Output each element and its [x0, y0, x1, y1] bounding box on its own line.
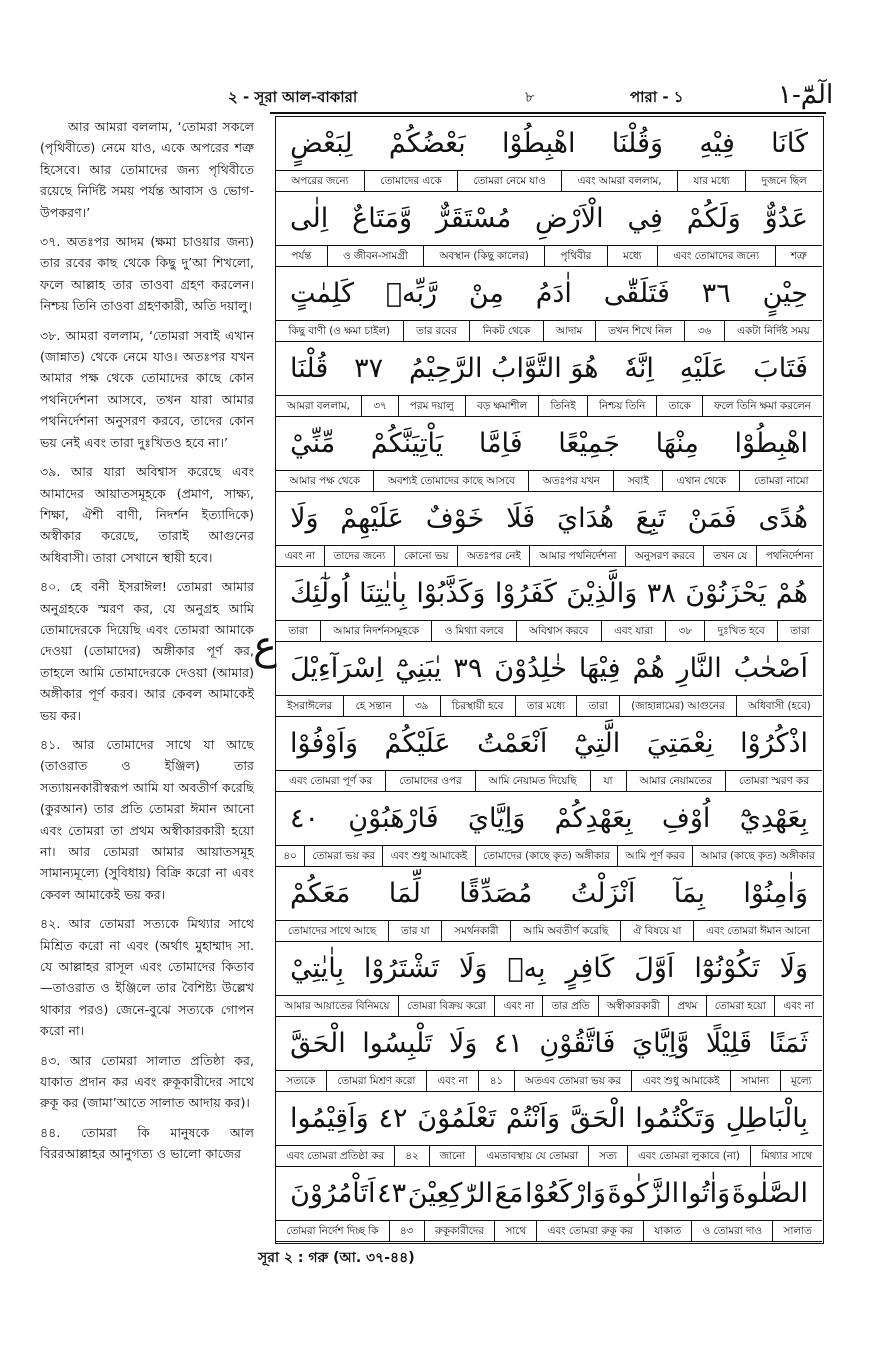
gloss-cell: অধিবাসী (হবে) [736, 696, 822, 716]
arabic-word: اَصْحٰبُ [733, 653, 808, 684]
arabic-word: وَاٰتُوا [680, 1178, 731, 1209]
arabic-word: نِعْمَتِيَ [646, 728, 714, 759]
gloss-cell: এবং তোমরা লুকাবে (না) [627, 1146, 750, 1166]
arabic-word: وَتَكْتُمُوا [635, 1103, 716, 1134]
arabic-line [276, 642, 822, 695]
gloss-cell: এবং না [494, 996, 542, 1016]
page-header [0, 80, 870, 116]
verse-row [276, 267, 822, 342]
gloss-line [276, 395, 822, 417]
gloss-cell: এবং শুধু আমাকেই [382, 846, 474, 866]
gloss-cell: এমতাবস্থায় যে তোমরা [475, 1146, 588, 1166]
arabic-word: كَلِمٰتٍ [290, 278, 354, 309]
gloss-cell: যাকাত [643, 1221, 691, 1241]
arabic-word: مَعَ [494, 1178, 524, 1209]
arabic-word: فِيْهَا [578, 653, 621, 684]
arabic-word: الصَّلٰوةَ [731, 1178, 808, 1209]
arabic-word: فَلَا [506, 503, 536, 534]
gloss-cell: অপরের জন্যে [291, 175, 349, 187]
gloss-cell: অতঃপর যখন [528, 471, 613, 491]
arabic-word: هُمْ [775, 578, 808, 609]
gloss-cell: ৪২ [394, 1146, 429, 1166]
gloss-cell: তোমরা ভয় কর [304, 846, 382, 866]
gloss-cell: ৩৭ [361, 396, 398, 416]
gloss-cell: তার মধ্যে [515, 696, 577, 716]
gloss-line [276, 1070, 822, 1092]
word-by-word-frame [275, 116, 824, 1244]
arabic-word: الْحَقَّ [290, 1028, 346, 1059]
verse-row [276, 417, 822, 492]
gloss-cell: এখান থেকে [662, 471, 739, 491]
gloss-cell: একটা নির্দিষ্ট সময় [724, 321, 822, 341]
gloss-cell: মিথ্যার সাথে [750, 1146, 822, 1166]
verse-row [276, 867, 822, 942]
gloss-cell: তোমাদের ওপর [385, 771, 474, 791]
gloss-cell: তোমরা স্মরণ কর [725, 771, 822, 791]
gloss-cell: রুকূকারীদের [424, 1221, 495, 1241]
gloss-line [276, 170, 822, 192]
arabic-word: تَلْبِسُوا [362, 1028, 433, 1059]
gloss-line [276, 1220, 822, 1242]
gloss-cell: সামান্য [730, 1071, 780, 1091]
verse-row [276, 117, 822, 192]
arabic-word: اُولٰٓئِكَ [290, 578, 350, 609]
arabic-word: ٤١ [493, 1028, 523, 1059]
gloss-cell: তারা [576, 696, 619, 716]
gloss-cell: অতএব তোমরা ভয় কর [514, 1071, 632, 1091]
arabic-word: بِاٰيٰتِيْ [290, 953, 344, 984]
verse-row [276, 792, 822, 867]
juz-name: الٓمّٓ-١ [778, 80, 834, 110]
gloss-cell: কোনো ভয় [394, 546, 457, 566]
arabic-word: وَّمَتَاعٌ [352, 203, 413, 234]
gloss-cell: এবং তোমরা রুকূ কর [536, 1221, 643, 1241]
arabic-line [276, 1092, 822, 1145]
arabic-word: بِالْبَاطِلِ [725, 1103, 808, 1134]
arabic-word: اَنْعَمْتُ [477, 728, 548, 759]
arabic-word: بِاٰيٰتِنَا [359, 578, 407, 609]
gloss-cell: আমার নিদর্শনসমূহকে [320, 621, 431, 641]
arabic-word: يٰبَنِيْٓ [395, 653, 442, 684]
arabic-word: بِهٖ [507, 953, 546, 984]
arabic-word: عَلَيْكُمْ [384, 728, 451, 759]
arabic-line [276, 492, 822, 545]
arabic-word: الْحَقَّ [569, 1103, 626, 1134]
arabic-word: قُلْنَا [290, 353, 329, 384]
arabic-word: ٣٩ [453, 653, 483, 684]
arabic-word: خٰلِدُوْنَ [494, 653, 567, 684]
gloss-cell: তোমরা মিশ্রণ করো [326, 1071, 426, 1091]
gloss-cell: অতঃপর নেই [457, 546, 529, 566]
arabic-word: اِلٰى [290, 203, 329, 234]
arabic-word: وَاَوْفُوْا [290, 728, 358, 759]
gloss-cell: তোমরা নেমে যাও [457, 171, 561, 191]
gloss-cell: অবিশ্বাস করবে [516, 621, 601, 641]
arabic-word: اَتَاْمُرُوْنَ [290, 1178, 376, 1209]
gloss-cell: তার প্রতি [542, 996, 597, 1016]
ruku-marker: ع [253, 623, 277, 669]
gloss-cell: তোমরা হয়ো [706, 996, 775, 1016]
verse-row [276, 1092, 822, 1167]
arabic-word: تَكُوْنُوْٓا [694, 953, 760, 984]
arabic-line [276, 1167, 822, 1220]
gloss-cell: সত্যকে [286, 1075, 316, 1087]
arabic-word: بِمَآ [673, 878, 706, 909]
arabic-word: بَعْضُكُمْ [388, 128, 466, 159]
gloss-cell: পথনির্দেশনা [756, 546, 822, 566]
gloss-cell: আমি নেয়ামত দিয়েছি [475, 771, 590, 791]
arabic-word: وَاَقِيْمُوا [290, 1103, 369, 1134]
arabic-word: فَتَابَ [753, 353, 808, 384]
arabic-word: فَتَلَقّٰى [603, 278, 670, 309]
gloss-cell: আমার আয়াতের বিনিময়ে [284, 1000, 390, 1012]
gloss-cell: অস্বীকারকারী [598, 996, 668, 1016]
gloss-cell: সাথে [494, 1221, 536, 1241]
arabic-word: لِبَعْضٍ [290, 128, 353, 159]
arabic-line [276, 267, 822, 320]
gloss-cell: শত্রু [775, 246, 823, 266]
arabic-word: مُسْتَقَرٌّ [435, 203, 512, 234]
gloss-cell: মূল্যে [780, 1071, 822, 1091]
arabic-word: اذْكُرُوْا [740, 728, 808, 759]
arabic-line [276, 867, 822, 920]
arabic-word: هُوَ التَّوَّابُ الرَّحِيْمُ [409, 353, 599, 384]
verse-row [276, 1167, 822, 1242]
gloss-cell: দুঃখিত হবে [704, 621, 777, 641]
gloss-cell: এবং তোমরা ঈমান আনো [693, 921, 822, 941]
arabic-word: الزَّكٰوةَ [607, 1178, 680, 1209]
translation-paragraph: ৪০. হে বনী ইসরাঈল! তোমরা আমার অনুগ্রহকে স্মরণ কর, যে অনুগ্রহ আমি তোমাদেরকে দিয়েছি এবং তোমরা আমাকে দেওয়া (তোমাদের) অঙ্গীকার পূর্ণ কর, তাহলে আমি তোমাদেরকে দেওয়া (আমার) অঙ্গীকার পূর্ণ করব। আর কেবল আমাকেই ভয় কর। [40, 579, 254, 723]
gloss-cell: পরম দয়ালু [398, 396, 465, 416]
arabic-word: ٤٠ [290, 803, 320, 834]
verse-row [276, 1017, 822, 1092]
gloss-cell: কিছু বাণী (ও ক্ষমা চাইল) [288, 325, 391, 337]
verse-row [276, 492, 822, 567]
gloss-cell: তারা [288, 625, 308, 637]
gloss-cell: আমার (কাছে কৃত) অঙ্গীকার [692, 846, 822, 866]
gloss-cell: তার রবের [403, 321, 470, 341]
gloss-cell: তোমাদের একে [364, 171, 457, 191]
verse-row [276, 717, 822, 792]
gloss-cell: ৩৮ [665, 621, 704, 641]
arabic-word: وَاِيَّايَ [467, 803, 526, 834]
arabic-word: ٤٣ [377, 1178, 407, 1209]
gloss-cell: সবাই [613, 471, 662, 491]
translation-paragraph: ৪৪. তোমরা কি মানুষকে আল বিররআল্লাহর আনুগত্য ও ভালো কাজের [40, 1124, 254, 1162]
arabic-word: ٣٦ [701, 278, 731, 309]
translation-paragraph: আর আমরা বললাম, ‘তোমরা সকলে (পৃথিবীতে) নেমে যাও, একে অপরের শত্রু হিসেবে। আর তোমাদের জন্য পৃথিবীতে রয়েছে নির্দিষ্ট সময় পর্যন্ত আবাস ও ভোগ-উপকরণ।’ [40, 119, 254, 220]
arabic-word: حِيْنٍ [762, 278, 808, 309]
gloss-cell: এবং তোমাদের জন্যে [657, 246, 775, 266]
arabic-word: كَفَرُوْا [494, 578, 557, 609]
gloss-cell: (জাহান্নামের) আগুনের [619, 696, 736, 716]
gloss-cell: সত্য [588, 1146, 627, 1166]
arabic-word: يَحْزَنُوْنَ [685, 578, 767, 609]
arabic-word: فِيْهِ [699, 128, 735, 159]
gloss-cell: তোমরা নামো [739, 471, 822, 491]
gloss-cell: তোমাদের সাথে আছে [287, 925, 377, 937]
arabic-word: خَوْفٌ [425, 503, 485, 534]
arabic-word: هُمْ [632, 653, 665, 684]
gloss-cell: পর্যন্ত [291, 250, 312, 262]
arabic-word: ٣٨ [646, 578, 676, 609]
arabic-word: فَمَنْ [687, 503, 737, 534]
gloss-line [276, 620, 822, 642]
arabic-word: وَالَّذِيْنَ [566, 578, 638, 609]
arabic-word: وَاٰمِنُوْا [743, 878, 808, 909]
arabic-word: تَبِعَ [635, 503, 666, 534]
verse-row [276, 192, 822, 267]
gloss-cell: সালাত [772, 1221, 822, 1241]
gloss-cell: নিকট থেকে [469, 321, 542, 341]
gloss-cell: এবং না [426, 1071, 478, 1091]
verse-row [276, 567, 822, 642]
gloss-cell: নিশ্চয় তিনি [587, 396, 657, 416]
gloss-cell: এবং তোমরা পূর্ণ কর [289, 775, 373, 787]
gloss-cell: আমার পক্ষ থেকে [289, 475, 360, 487]
arabic-word: فَارْهَبُوْنِ [348, 803, 439, 834]
gloss-cell: তারা [777, 621, 822, 641]
arabic-word: كَافِرٍ [565, 953, 615, 984]
arabic-line [276, 1017, 822, 1070]
gloss-cell: ঐ বিষয়ে যা [620, 921, 693, 941]
verse-row [276, 942, 822, 1017]
translation-paragraph: ৩৮. আমরা বললাম, ‘তোমরা সবাই এখান (জান্নাত) থেকে নেমে যাও। অতঃপর যখন আমার পক্ষ থেকে তোমাদের কাছে কোন পথনির্দেশনা আসবে, তখন যারা আমার পথনির্দেশনা অনুসরণ করবে, তাদের কোন ভয় নেই এবং তারা দুঃখিতও হবে না।’ [40, 327, 254, 450]
gloss-cell: ৪৩ [389, 1221, 424, 1241]
arabic-word: بِعَهْدِكُمْ [554, 803, 633, 834]
gloss-cell: তোমরা নির্দেশ দিচ্ছ কি [286, 1225, 379, 1237]
gloss-cell: এবং না [774, 996, 822, 1016]
gloss-cell: অবশ্যই তোমাদের কাছে আসবে [373, 471, 528, 491]
gloss-cell: অবস্থান (কিছু কালের) [423, 246, 544, 266]
arabic-word: وَقُلْنَا [611, 128, 664, 159]
arabic-word: قَلِيْلًا [705, 1028, 752, 1059]
arabic-word: بِعَهْدِيْٓ [739, 803, 808, 834]
arabic-word: يَاْتِيَنَّكُمْ [370, 428, 444, 459]
gloss-cell: ও মিথ্যা বলবে [431, 621, 515, 641]
page-footer: সূরা ২ : গরু (আ. ৩৭-৪৪) [258, 1250, 415, 1266]
arabic-line [276, 117, 822, 170]
arabic-word: مَعَكُمْ [290, 878, 351, 909]
arabic-word: لِّمَا [388, 878, 421, 909]
gloss-line [276, 470, 822, 492]
gloss-cell: প্রথম [668, 996, 706, 1016]
gloss-cell: তিনিই [538, 396, 586, 416]
gloss-cell: তোমরা বিক্রয় করো [398, 996, 495, 1016]
translation-paragraph: ৩৭. অতঃপর আদম (ক্ষমা চাওয়ার জন্য) তার রবের কাছ থেকে কিছু দু’আ শিখলো, ফলে আল্লাহ তার তাওবা গ্রহণ করলেন। নিশ্চয় তিনি তাওবা গ্রহণকারী, অতি দয়ালু। [40, 234, 254, 314]
arabic-line [276, 342, 822, 395]
arabic-word: كَانَا [771, 128, 808, 159]
arabic-word: وَلَا [779, 953, 808, 984]
gloss-cell: আদাম [543, 321, 595, 341]
gloss-line [276, 995, 822, 1017]
arabic-word: تَعْلَمُوْنَ [417, 1103, 497, 1134]
arabic-word: وَارْكَعُوْا [525, 1178, 606, 1209]
gloss-cell: ৩৯ [403, 696, 440, 716]
gloss-cell: দুজনে ছিল [745, 171, 822, 191]
arabic-line [276, 792, 822, 845]
arabic-line [276, 567, 822, 620]
arabic-line [276, 717, 822, 770]
arabic-word: اُوْفِ [661, 803, 711, 834]
header-rule [270, 112, 826, 114]
gloss-cell: অনুসরণ করবে [625, 546, 703, 566]
arabic-word: مُصَدِّقًا [459, 878, 533, 909]
translation-paragraph: ৪২. আর তোমরা সত্যকে মিথ্যার সাথে মিশ্রিত করো না এবং (অর্থাৎ মুহাম্মাদ সা. যে আল্লাহর রাসূল এবং তোমাদের কিতাব—তাওরাত ও ইঞ্জিলে তার বৈশিষ্ট্য উল্লেখ থাকার পরও) জেনে-বুঝে সত্যকে গোপন করো না। [40, 916, 254, 1039]
translation-paragraph: ৩৯. আর যারা অবিশ্বাস করেছে এবং আমাদের আয়াতসমূহকে (প্রমাণ, সাক্ষ্য, শিক্ষা, ঐশী বাণী, নিদর্শন ইত্যাদিকে) অস্বীকার করেছে, তারাই আগুনের অধিবাসী। তারা সেখানে স্থায়ী হবে। [40, 464, 254, 565]
gloss-cell: পৃথিবীর [544, 246, 607, 266]
gloss-cell: ৩৬ [684, 321, 723, 341]
gloss-line [276, 545, 822, 567]
page-number: ৮ [525, 88, 535, 106]
gloss-cell: ফলে তিনি ক্ষমা করলেন [702, 396, 822, 416]
gloss-cell: তাকে [656, 396, 701, 416]
gloss-cell: তাদের জন্যে [324, 546, 394, 566]
gloss-cell: আমি পূর্ণ করব [617, 846, 692, 866]
arabic-word: تَشْتَرُوْا [363, 953, 440, 984]
gloss-cell: আমি অবতীর্ণ করেছি [510, 921, 620, 941]
para-label: পারা - ১ [630, 88, 684, 106]
gloss-cell: ও তোমরা দাও [691, 1221, 772, 1241]
gloss-cell: মধ্যে [607, 246, 657, 266]
surah-title: ২ - সূরা আল-বাকারা [228, 88, 358, 106]
gloss-cell: এবং শুধু আমাকেই [631, 1071, 730, 1091]
arabic-word: اٰدَمُ [535, 278, 572, 309]
gloss-cell: যা [590, 771, 626, 791]
gloss-cell: এবং আমরা বললাম, [561, 171, 677, 191]
translation-paragraph: ৪১. আর তোমাদের সাথে যা আছে (তাওরাত ও ইঞ্জিল) তার সত্যায়নকারীস্বরূপ আমি যা অবতীর্ণ করেছি (কুরআন) তার প্রতি তোমরা ঈমান আনো এবং তোমরা তা প্রথম অস্বীকারকারী হয়ো না। আর তোমরা আমার আয়াতসমূহ সামান্যমূল্যে (সুবিধায়) বিক্রি করো না এবং কেবল আমাকেই ভয় কর। [40, 736, 254, 902]
arabic-word: اَوَّلَ [634, 953, 675, 984]
gloss-cell: সমর্থনকারী [441, 921, 510, 941]
arabic-word: مِّنِّيْ [290, 428, 336, 459]
arabic-word: ٣٧ [354, 353, 384, 384]
arabic-word: فِي [627, 203, 663, 234]
gloss-cell: এবং তোমরা প্রতিষ্ঠা কর [286, 1150, 385, 1162]
arabic-word: وَاَنْتُمْ [505, 1103, 561, 1134]
arabic-word: وَلَا [458, 953, 488, 984]
arabic-word: مِنْ [468, 278, 504, 309]
gloss-line [276, 920, 822, 942]
translation-column [40, 116, 254, 1173]
gloss-cell: আমার পথনির্দেশনা [529, 546, 625, 566]
arabic-word: مِنْهَا [655, 428, 699, 459]
arabic-word: وَلَا [290, 503, 319, 534]
arabic-word: الرّٰكِعِيْنَ [407, 1178, 493, 1209]
arabic-word: ٤٢ [378, 1103, 408, 1134]
gloss-cell: ও জীবন-সামগ্রী [327, 246, 423, 266]
arabic-word: فَاتَّقُوْنِ [539, 1028, 616, 1059]
arabic-word: اهْبِطُوْا [501, 128, 576, 159]
gloss-cell: তোমাদের (কাছে কৃত) অঙ্গীকার [475, 846, 617, 866]
gloss-cell: এবং না [284, 550, 316, 562]
arabic-word: ثَمَنًا [768, 1028, 808, 1059]
arabic-word: هُدًى [758, 503, 808, 534]
translation-paragraph: ৪৩. আর তোমরা সালাত প্রতিষ্ঠা কর, যাকাত প্রদান কর এবং রুকূকারীদের সাথে রুকূ কর (জামা’আতে সালাত আদায় কর)। [40, 1052, 254, 1111]
arabic-word: وَّاِيَّايَ [631, 1028, 690, 1059]
gloss-cell: ৪০ [283, 850, 297, 862]
arabic-word: الْاَرْضِ [535, 203, 604, 234]
gloss-cell: বড় ক্ষমাশীল [465, 396, 538, 416]
arabic-word: وَلَكُمْ [686, 203, 741, 234]
gloss-cell: আমরা বললাম, [287, 400, 350, 412]
gloss-line [276, 1145, 822, 1167]
arabic-word: عَلَيْهِ [679, 353, 728, 384]
arabic-word: الَّتِيْٓ [573, 728, 621, 759]
arabic-word: اِسْرَآءِيْلَ [290, 653, 384, 684]
gloss-cell: ইসরাঈলের [287, 700, 333, 712]
arabic-word: النَّارِ [676, 653, 722, 684]
arabic-word: عَلَيْهِمْ [340, 503, 404, 534]
verse-row [276, 342, 822, 417]
arabic-word: اهْبِطُوْا [734, 428, 808, 459]
gloss-cell: তখন শিখে নিল [595, 321, 685, 341]
arabic-word: جَمِيْعًا [558, 428, 620, 459]
gloss-line [276, 845, 822, 867]
gloss-cell: জানো [429, 1146, 476, 1166]
arabic-word: رَّبِّهٖ [385, 278, 438, 309]
arabic-word: اَنْزَلْتُ [570, 878, 636, 909]
verse-row [276, 642, 822, 717]
gloss-line [276, 320, 822, 342]
gloss-line [276, 245, 822, 267]
gloss-cell: হে সন্তান [343, 696, 402, 716]
gloss-cell: চিরস্থায়ী হবে [440, 696, 515, 716]
arabic-word: اِنَّهٗ [624, 353, 654, 384]
arabic-line [276, 417, 822, 470]
gloss-cell: তখন যে [703, 546, 756, 566]
gloss-cell: যার মধ্যে [677, 171, 745, 191]
gloss-cell: আমার নেয়ামতের [626, 771, 725, 791]
arabic-word: فَاِمَّا [478, 428, 523, 459]
gloss-cell: এবং যারা [601, 621, 666, 641]
gloss-line [276, 695, 822, 717]
arabic-word: وَلَا [448, 1028, 478, 1059]
arabic-line [276, 942, 822, 995]
gloss-cell: তার যা [388, 921, 441, 941]
arabic-word: هُدَايَ [556, 503, 614, 534]
gloss-cell: ৪১ [478, 1071, 513, 1091]
arabic-word: وَكَذَّبُوْا [416, 578, 486, 609]
gloss-line [276, 770, 822, 792]
arabic-line [276, 192, 822, 245]
arabic-word: عَدُوٌّ [764, 203, 808, 234]
